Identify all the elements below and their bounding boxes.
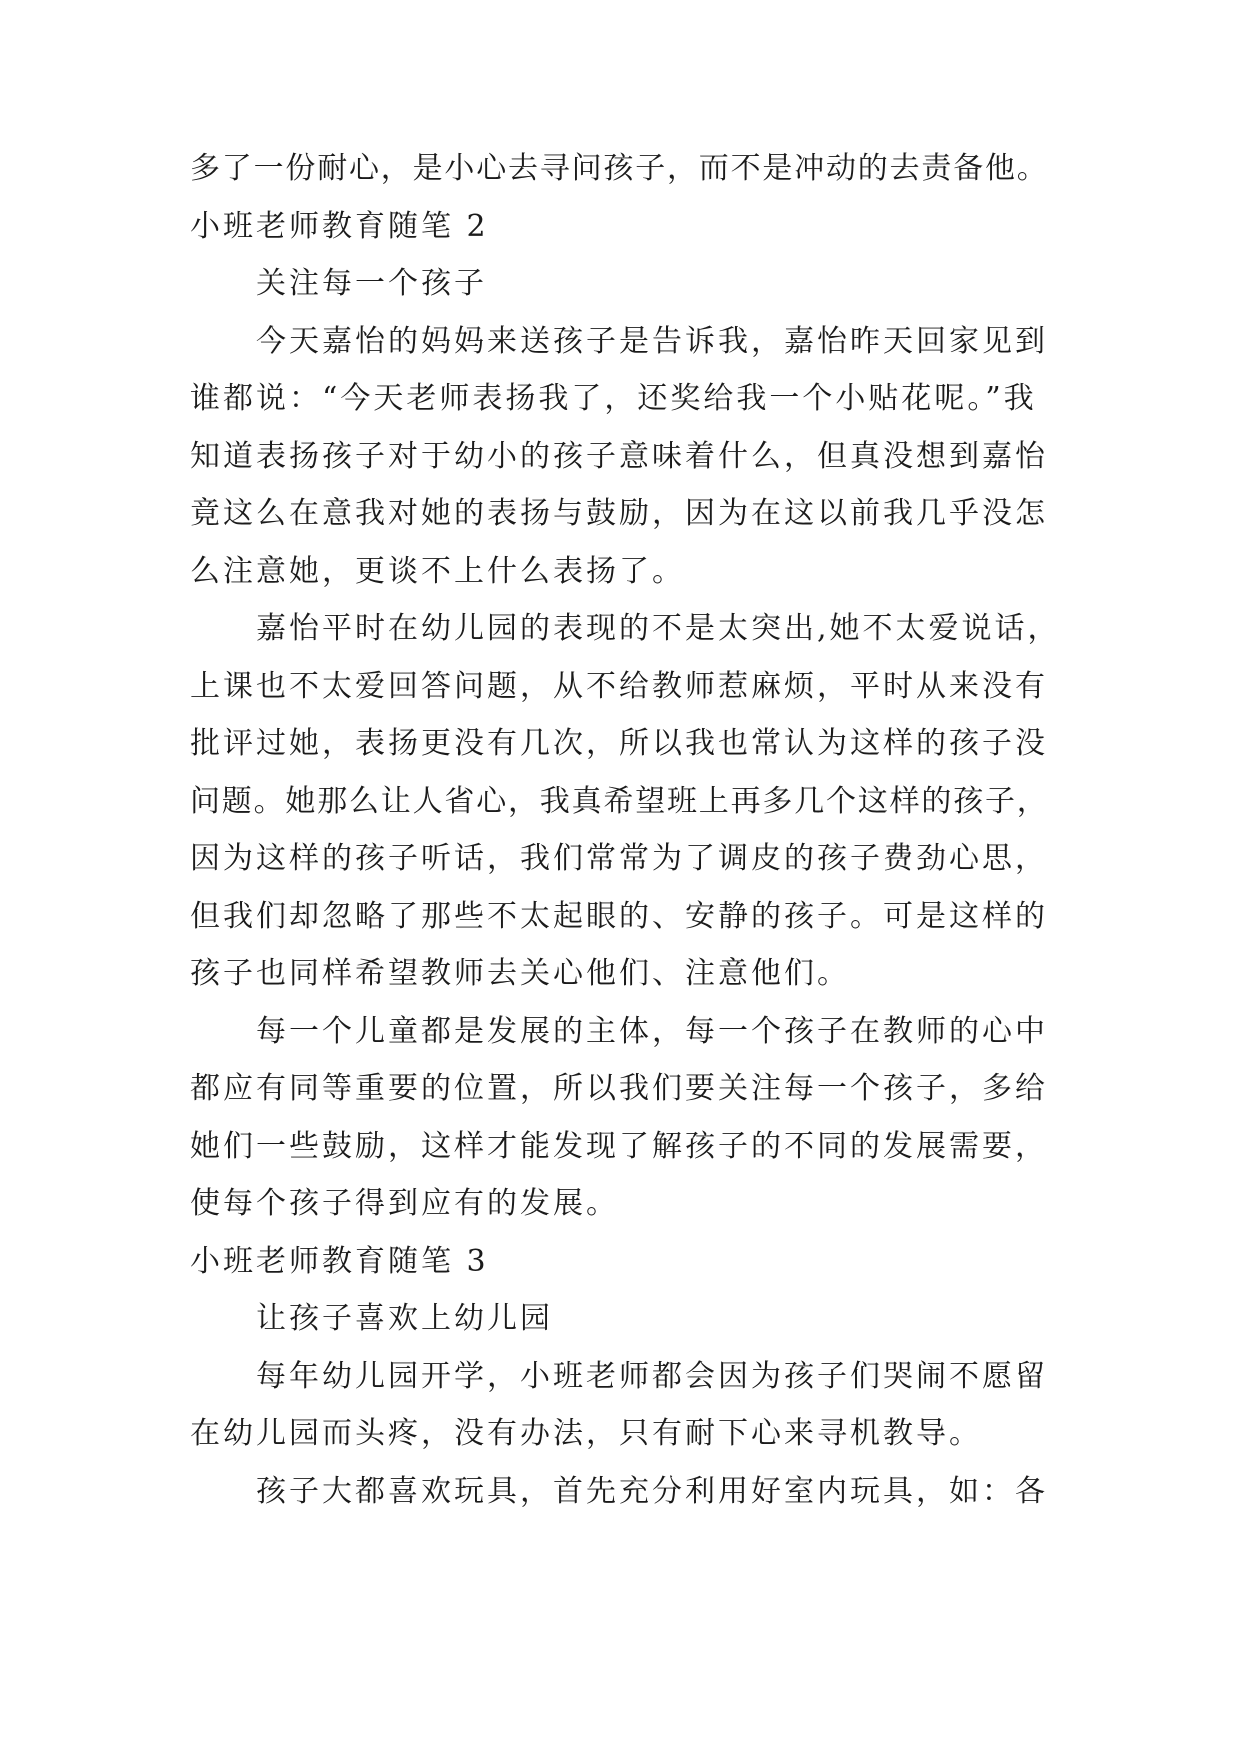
paragraph-line: 上课也不太爱回答问题，从不给教师惹麻烦，平时从来没有: [190, 668, 1048, 704]
paragraph-line: 因为这样的孩子听话，我们常常为了调皮的孩子费劲心思，: [190, 841, 1048, 876]
paragraph-line: 批评过她，表扬更没有几次，所以我也常认为这样的孩子没: [190, 726, 1048, 761]
paragraph-line: 问题。她那么让人省心，我真希望班上再多几个这样的孩子，: [190, 783, 1049, 819]
section-title: 关注每一个孩子: [256, 266, 487, 301]
paragraph: [190, 1463, 1070, 1521]
paragraph-line: 多了一份耐心，是小心去寻问孩子，而不是冲动的去责备他。: [190, 151, 1049, 186]
paragraph-line: 嘉怡平时在幼儿园的表现的不是太突出,她不太爱说话，: [256, 611, 1061, 646]
paragraph: [190, 1348, 1070, 1463]
paragraph-line: 知道表扬孩子对于幼小的孩子意味着什么，但真没想到嘉怡: [190, 438, 1048, 474]
section-heading: 小班老师教育随笔 3: [190, 1243, 489, 1279]
paragraph-line: 她们一些鼓励，这样才能发现了解孩子的不同的发展需要，: [190, 1128, 1048, 1164]
paragraph-line: 孩子大都喜欢玩具，首先充分利用好室内玩具，如：各: [256, 1473, 1048, 1509]
continuation-paragraph: [190, 140, 1070, 198]
paragraph: [190, 600, 1070, 1003]
paragraph-line: 谁都说：“今天老师表扬我了，还奖给我一个小贴花呢。”我: [190, 381, 1037, 416]
paragraph-line: 使每个孩子得到应有的发展。: [190, 1186, 619, 1221]
document-body: [190, 140, 1070, 1520]
section-title: 让孩子喜欢上幼儿园: [256, 1301, 553, 1336]
paragraph-line: 每年幼儿园开学，小班老师都会因为孩子们哭闹不愿留: [256, 1358, 1048, 1394]
paragraph-line: 么注意她，更谈不上什么表扬了。: [190, 553, 685, 589]
paragraph-line: 都应有同等重要的位置，所以我们要关注每一个孩子，多给: [190, 1071, 1048, 1106]
paragraph: [190, 1003, 1070, 1233]
paragraph-line: 竟这么在意我对她的表扬与鼓励，因为在这以前我几乎没怎: [190, 496, 1048, 531]
paragraph-line: 每一个儿童都是发展的主体，每一个孩子在教师的心中: [256, 1013, 1048, 1049]
paragraph-line: 在幼儿园而头疼，没有办法，只有耐下心来寻机教导。: [190, 1416, 982, 1451]
paragraph: [190, 313, 1070, 601]
paragraph-line: 但我们却忽略了那些不太起眼的、安静的孩子。可是这样的: [190, 898, 1048, 934]
paragraph-line: 今天嘉怡的妈妈来送孩子是告诉我，嘉怡昨天回家见到: [256, 323, 1048, 359]
section-heading: 小班老师教育随笔 2: [190, 208, 489, 244]
paragraph-line: 孩子也同样希望教师去关心他们、注意他们。: [190, 956, 850, 991]
